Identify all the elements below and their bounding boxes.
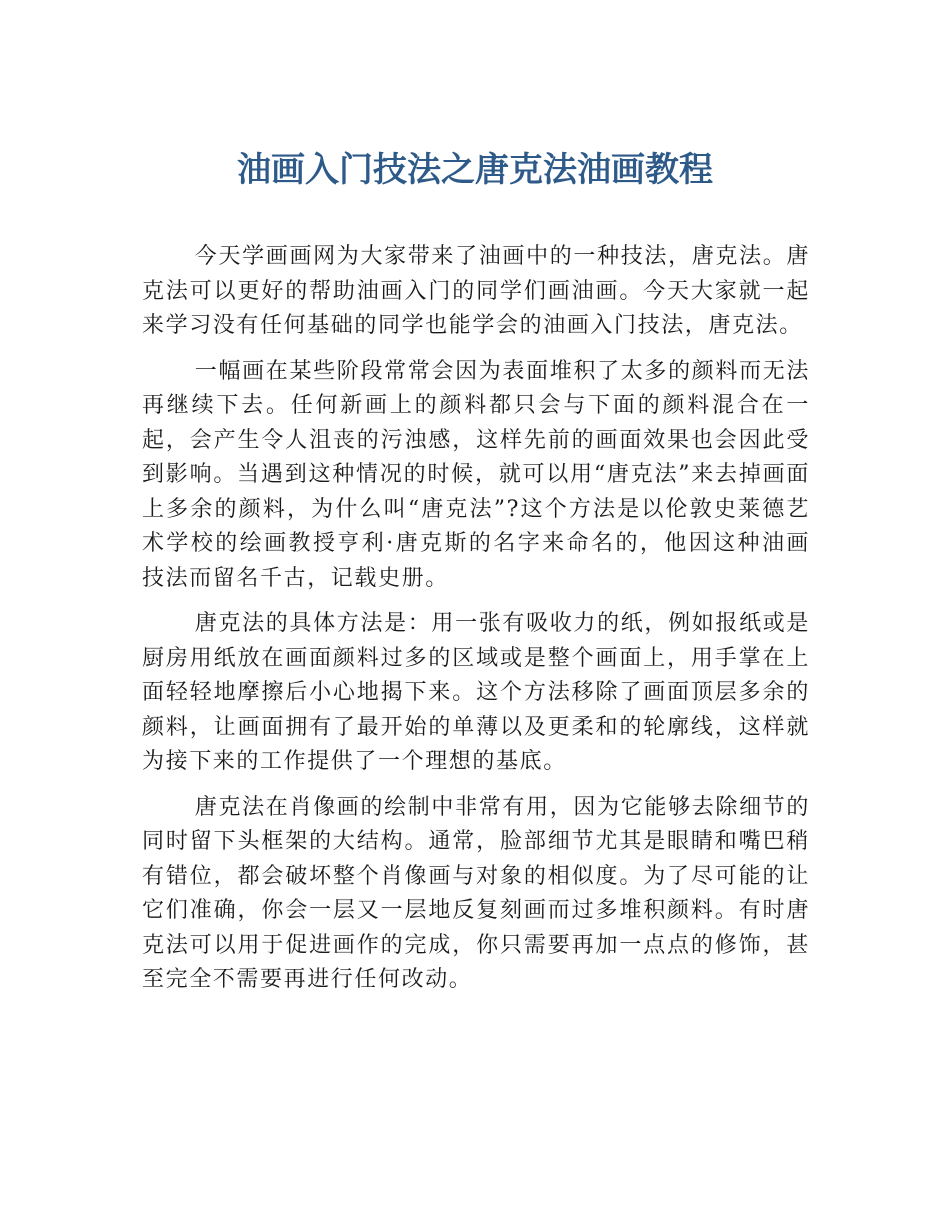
paragraph-intro: 今天学画画网为大家带来了油画中的一种技法，唐克法。唐克法可以更好的帮助油画入门的同学们画油画。今天大家就一起来学习没有任何基础的同学也能学会的油画入门技法，唐克法。 <box>142 244 810 338</box>
paragraph-problem: 一幅画在某些阶段常常会因为表面堆积了太多的颜料而无法再继续下去。任何新画上的颜料都只会与下面的颜料混合在一起，会产生令人沮丧的污浊感，这样先前的画面效果也会因此受到影响。当遇到这种情况的时候，就可以用“唐克法”来去掉画面上多余的颜料，为什么叫“唐克法”?这个方法是以伦敦史莱德艺术学校的绘画教授亨利·唐克斯的名字来命名的，他因这种油画技法而留名千古，记载史册。 <box>142 358 810 591</box>
document-title: 油画入门技法之唐克法油画教程 <box>237 150 713 190</box>
document-body <box>142 240 810 1009</box>
paragraph-portrait: 唐克法在肖像画的绘制中非常有用，因为它能够去除细节的同时留下头框架的大结构。通常，脸部细节尤其是眼睛和嘴巴稍有错位，都会破坏整个肖像画与对象的相似度。为了尽可能的让它们准确，你会一层又一层地反复刻画而过多堆积颜料。有时唐克法可以用于促进画作的完成，你只需要再加一点点的修饰，甚至完全不需要再进行任何改动。 <box>142 794 810 992</box>
paragraph-method: 唐克法的具体方法是：用一张有吸收力的纸，例如报纸或是厨房用纸放在画面颜料过多的区域或是整个画面上，用手掌在上面轻轻地摩擦后小心地揭下来。这个方法移除了画面顶层多余的颜料，让画面拥有了最开始的单薄以及更柔和的轮廓线，这样就为接下来的工作提供了一个理想的基底。 <box>142 611 810 774</box>
